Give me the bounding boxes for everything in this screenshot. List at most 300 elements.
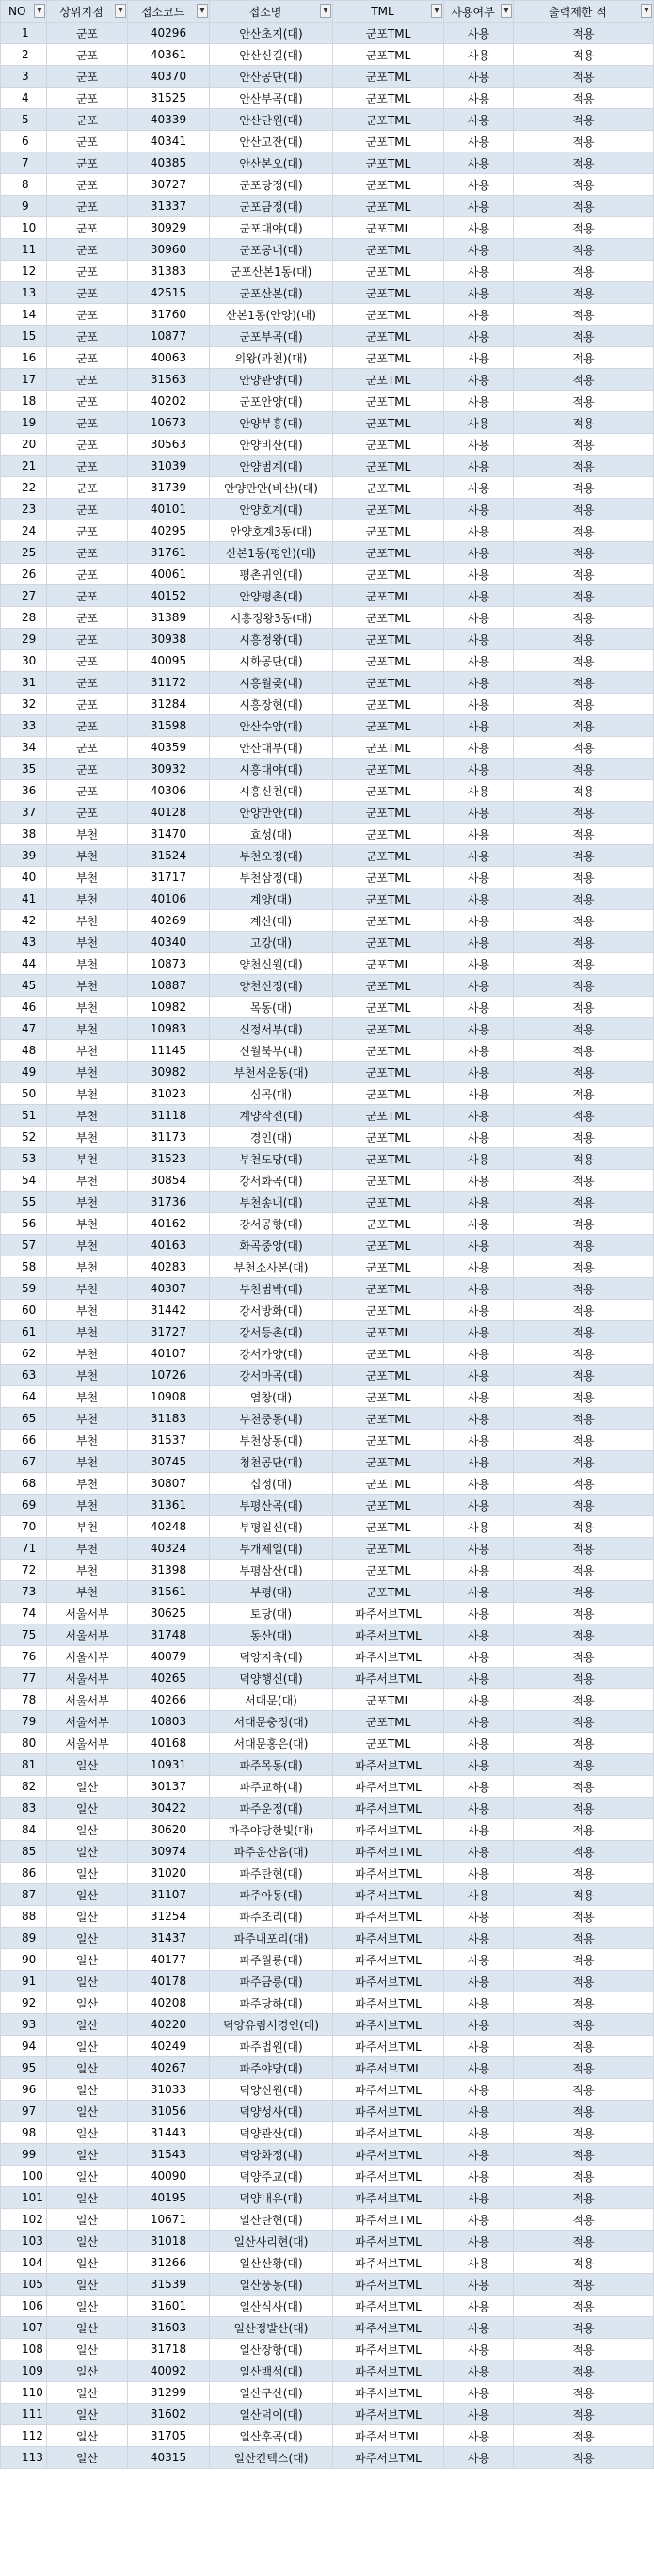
cell-limit[interactable]: 적용 [514,932,654,953]
cell-no[interactable]: 56 [1,1213,47,1235]
cell-limit[interactable]: 적용 [514,152,654,174]
cell-code[interactable]: 31361 [128,1495,210,1516]
cell-limit[interactable]: 적용 [514,434,654,456]
cell-code[interactable]: 40295 [128,520,210,542]
table-row[interactable] [1,1949,654,1971]
cell-name[interactable]: 일산정발산(대) [210,2317,333,2339]
cell-use[interactable]: 사용 [444,1538,514,1560]
cell-tml[interactable]: 군포TML [333,715,444,737]
cell-code[interactable]: 31563 [128,369,210,391]
cell-no[interactable]: 41 [1,888,47,910]
cell-name[interactable]: 안양호계(대) [210,499,333,520]
cell-name[interactable]: 일산백석(대) [210,2360,333,2382]
cell-limit[interactable]: 적용 [514,564,654,585]
cell-limit[interactable]: 적용 [514,1343,654,1365]
cell-name[interactable]: 부천서운동(대) [210,1062,333,1083]
cell-name[interactable]: 신월북부(대) [210,1040,333,1062]
cell-branch[interactable]: 일산 [47,2339,128,2360]
cell-tml[interactable]: 파주서브TML [333,2057,444,2079]
cell-limit[interactable]: 적용 [514,1668,654,1689]
cell-use[interactable]: 사용 [444,88,514,109]
cell-no[interactable]: 49 [1,1062,47,1083]
cell-branch[interactable]: 군포 [47,759,128,780]
cell-no[interactable]: 33 [1,715,47,737]
table-row[interactable] [1,2144,654,2166]
cell-code[interactable]: 10982 [128,997,210,1018]
cell-limit[interactable]: 적용 [514,2101,654,2122]
cell-use[interactable]: 사용 [444,932,514,953]
cell-use[interactable]: 사용 [444,1819,514,1841]
cell-use[interactable]: 사용 [444,2425,514,2447]
cell-branch[interactable]: 일산 [47,1884,128,1906]
table-row[interactable] [1,1624,654,1646]
table-row[interactable] [1,369,654,391]
table-row[interactable] [1,477,654,499]
cell-branch[interactable]: 군포 [47,434,128,456]
cell-name[interactable]: 서대문충정(대) [210,1711,333,1733]
cell-use[interactable]: 사용 [444,694,514,715]
cell-no[interactable]: 89 [1,1928,47,1949]
cell-name[interactable]: 강서가양(대) [210,1343,333,1365]
cell-tml[interactable]: 파주서브TML [333,1841,444,1863]
cell-code[interactable]: 40195 [128,2187,210,2209]
table-row[interactable] [1,650,654,672]
cell-name[interactable]: 안산수암(대) [210,715,333,737]
cell-branch[interactable]: 일산 [47,1949,128,1971]
cell-use[interactable]: 사용 [444,2360,514,2382]
cell-no[interactable]: 71 [1,1538,47,1560]
cell-tml[interactable]: 군포TML [333,1451,444,1473]
cell-tml[interactable]: 군포TML [333,326,444,347]
table-row[interactable] [1,1430,654,1451]
cell-name[interactable]: 군포공내(대) [210,239,333,261]
cell-tml[interactable]: 파주서브TML [333,1624,444,1646]
cell-tml[interactable]: 군포TML [333,650,444,672]
column-header-code[interactable]: 접소코드 ▼ [128,1,210,23]
cell-code[interactable]: 30745 [128,1451,210,1473]
cell-limit[interactable]: 적용 [514,2079,654,2101]
cell-code[interactable]: 31284 [128,694,210,715]
table-row[interactable] [1,759,654,780]
cell-tml[interactable]: 군포TML [333,1127,444,1148]
cell-code[interactable]: 40208 [128,1992,210,2014]
cell-tml[interactable]: 군포TML [333,867,444,888]
cell-tml[interactable]: 군포TML [333,347,444,369]
cell-limit[interactable]: 적용 [514,1386,654,1408]
cell-no[interactable]: 19 [1,412,47,434]
cell-tml[interactable]: 군포TML [333,174,444,196]
cell-use[interactable]: 사용 [444,304,514,326]
cell-name[interactable]: 일산킨텍스(대) [210,2447,333,2469]
cell-tml[interactable]: 파주서브TML [333,2122,444,2144]
cell-tml[interactable]: 파주서브TML [333,1906,444,1928]
column-header-use[interactable]: 사용여부 ▼ [444,1,514,23]
cell-code[interactable]: 31561 [128,1581,210,1603]
table-row[interactable] [1,174,654,196]
cell-code[interactable]: 40341 [128,131,210,152]
cell-use[interactable]: 사용 [444,1689,514,1711]
cell-branch[interactable]: 일산 [47,2079,128,2101]
cell-use[interactable]: 사용 [444,715,514,737]
cell-branch[interactable]: 일산 [47,2425,128,2447]
cell-tml[interactable]: 군포TML [333,88,444,109]
cell-tml[interactable]: 군포TML [333,217,444,239]
cell-tml[interactable]: 군포TML [333,1105,444,1127]
cell-branch[interactable]: 군포 [47,131,128,152]
cell-name[interactable]: 부천오정(대) [210,845,333,867]
cell-name[interactable]: 안양부흥(대) [210,412,333,434]
cell-branch[interactable]: 일산 [47,1971,128,1992]
table-row[interactable] [1,1668,654,1689]
table-row[interactable] [1,1213,654,1235]
cell-use[interactable]: 사용 [444,2187,514,2209]
table-row[interactable] [1,1689,654,1711]
cell-tml[interactable]: 군포TML [333,1516,444,1538]
cell-branch[interactable]: 군포 [47,629,128,650]
cell-limit[interactable]: 적용 [514,109,654,131]
cell-name[interactable]: 부천중동(대) [210,1408,333,1430]
cell-code[interactable]: 40061 [128,564,210,585]
cell-code[interactable]: 40095 [128,650,210,672]
cell-branch[interactable]: 부천 [47,953,128,975]
cell-use[interactable]: 사용 [444,499,514,520]
cell-code[interactable]: 31543 [128,2144,210,2166]
cell-use[interactable]: 사용 [444,1192,514,1213]
cell-name[interactable]: 덕양신원(대) [210,2079,333,2101]
cell-branch[interactable]: 일산 [47,1992,128,2014]
cell-name[interactable]: 고강(대) [210,932,333,953]
cell-limit[interactable]: 적용 [514,261,654,282]
cell-tml[interactable]: 군포TML [333,1018,444,1040]
cell-name[interactable]: 군포당정(대) [210,174,333,196]
cell-branch[interactable]: 일산 [47,1906,128,1928]
cell-limit[interactable]: 적용 [514,2057,654,2079]
cell-use[interactable]: 사용 [444,1884,514,1906]
cell-name[interactable]: 시흥월곶(대) [210,672,333,694]
table-row[interactable] [1,1516,654,1538]
cell-tml[interactable]: 파주서브TML [333,2317,444,2339]
cell-tml[interactable]: 파주서브TML [333,1646,444,1668]
cell-limit[interactable]: 적용 [514,1884,654,1906]
cell-tml[interactable]: 파주서브TML [333,2166,444,2187]
cell-no[interactable]: 2 [1,44,47,66]
cell-tml[interactable]: 군포TML [333,932,444,953]
cell-no[interactable]: 99 [1,2144,47,2166]
cell-use[interactable]: 사용 [444,2339,514,2360]
cell-no[interactable]: 7 [1,152,47,174]
cell-code[interactable]: 40269 [128,910,210,932]
cell-tml[interactable]: 파주서브TML [333,1668,444,1689]
cell-no[interactable]: 51 [1,1105,47,1127]
cell-use[interactable]: 사용 [444,2166,514,2187]
cell-tml[interactable]: 군포TML [333,1083,444,1105]
cell-tml[interactable]: 파주서브TML [333,2144,444,2166]
cell-limit[interactable]: 적용 [514,888,654,910]
cell-use[interactable]: 사용 [444,347,514,369]
cell-use[interactable]: 사용 [444,2274,514,2296]
cell-code[interactable]: 30974 [128,1841,210,1863]
cell-name[interactable]: 안산신길(대) [210,44,333,66]
cell-name[interactable]: 의왕(과천)(대) [210,347,333,369]
cell-tml[interactable]: 군포TML [333,737,444,759]
cell-name[interactable]: 부천상동(대) [210,1430,333,1451]
cell-no[interactable]: 57 [1,1235,47,1256]
cell-name[interactable]: 계양작전(대) [210,1105,333,1127]
cell-tml[interactable]: 군포TML [333,1560,444,1581]
cell-use[interactable]: 사용 [444,997,514,1018]
cell-limit[interactable]: 적용 [514,217,654,239]
table-row[interactable] [1,888,654,910]
table-row[interactable] [1,2404,654,2425]
cell-code[interactable]: 40063 [128,347,210,369]
cell-name[interactable]: 군포안양(대) [210,391,333,412]
cell-name[interactable]: 시흥대야(대) [210,759,333,780]
table-row[interactable] [1,1343,654,1365]
table-row[interactable] [1,780,654,802]
cell-use[interactable]: 사용 [444,1516,514,1538]
cell-branch[interactable]: 일산 [47,1928,128,1949]
cell-name[interactable]: 안산대부(대) [210,737,333,759]
cell-limit[interactable]: 적용 [514,1430,654,1451]
cell-code[interactable]: 11145 [128,1040,210,1062]
cell-use[interactable]: 사용 [444,824,514,845]
cell-tml[interactable]: 파주서브TML [333,2296,444,2317]
cell-name[interactable]: 안산단원(대) [210,109,333,131]
cell-use[interactable]: 사용 [444,1733,514,1754]
table-row[interactable] [1,845,654,867]
cell-no[interactable]: 97 [1,2101,47,2122]
cell-branch[interactable]: 군포 [47,347,128,369]
cell-name[interactable]: 토당(대) [210,1603,333,1624]
cell-use[interactable]: 사용 [444,1560,514,1581]
cell-code[interactable]: 31443 [128,2122,210,2144]
cell-code[interactable]: 31760 [128,304,210,326]
cell-code[interactable]: 31039 [128,456,210,477]
table-row[interactable] [1,2382,654,2404]
cell-limit[interactable]: 적용 [514,1148,654,1170]
cell-branch[interactable]: 부천 [47,1040,128,1062]
cell-limit[interactable]: 적용 [514,1798,654,1819]
dropdown-arrow-icon[interactable]: ▼ [320,4,331,18]
cell-tml[interactable]: 파주서브TML [333,2447,444,2469]
cell-code[interactable]: 31437 [128,1928,210,1949]
cell-branch[interactable]: 군포 [47,152,128,174]
cell-tml[interactable]: 군포TML [333,304,444,326]
cell-tml[interactable]: 군포TML [333,282,444,304]
column-header-name[interactable]: 접소명 ▼ [210,1,333,23]
cell-name[interactable]: 부천송내(대) [210,1192,333,1213]
cell-tml[interactable]: 군포TML [333,564,444,585]
cell-code[interactable]: 10673 [128,412,210,434]
cell-limit[interactable]: 적용 [514,997,654,1018]
cell-tml[interactable]: 파주서브TML [333,2404,444,2425]
cell-limit[interactable]: 적용 [514,2404,654,2425]
cell-tml[interactable]: 군포TML [333,369,444,391]
cell-name[interactable]: 십정(대) [210,1473,333,1495]
cell-code[interactable]: 31389 [128,607,210,629]
table-row[interactable] [1,824,654,845]
cell-code[interactable]: 40090 [128,2166,210,2187]
cell-tml[interactable]: 파주서브TML [333,2382,444,2404]
cell-branch[interactable]: 부천 [47,1386,128,1408]
cell-use[interactable]: 사용 [444,1863,514,1884]
cell-no[interactable]: 60 [1,1300,47,1321]
cell-branch[interactable]: 부천 [47,824,128,845]
cell-name[interactable]: 파주금릉(대) [210,1971,333,1992]
dropdown-arrow-icon[interactable]: ▼ [431,4,442,18]
cell-code[interactable]: 40267 [128,2057,210,2079]
cell-tml[interactable]: 군포TML [333,66,444,88]
table-row[interactable] [1,2209,654,2231]
cell-no[interactable]: 86 [1,1863,47,1884]
cell-use[interactable]: 사용 [444,1127,514,1148]
cell-name[interactable]: 부개제일(대) [210,1538,333,1560]
table-row[interactable] [1,1560,654,1581]
cell-no[interactable]: 63 [1,1365,47,1386]
cell-code[interactable]: 10726 [128,1365,210,1386]
cell-name[interactable]: 파주운산음(대) [210,1841,333,1863]
table-row[interactable] [1,715,654,737]
table-row[interactable] [1,1473,654,1495]
cell-name[interactable]: 강서등촌(대) [210,1321,333,1343]
table-row[interactable] [1,867,654,888]
cell-no[interactable]: 47 [1,1018,47,1040]
column-header-no[interactable]: NO ▼ [1,1,47,23]
cell-tml[interactable]: 파주서브TML [333,1776,444,1798]
table-row[interactable] [1,1192,654,1213]
cell-limit[interactable]: 적용 [514,1451,654,1473]
cell-branch[interactable]: 군포 [47,499,128,520]
cell-no[interactable]: 75 [1,1624,47,1646]
cell-use[interactable]: 사용 [444,650,514,672]
cell-branch[interactable]: 일산 [47,2187,128,2209]
cell-tml[interactable]: 파주서브TML [333,2014,444,2036]
cell-limit[interactable]: 적용 [514,456,654,477]
cell-code[interactable]: 40163 [128,1235,210,1256]
cell-no[interactable]: 35 [1,759,47,780]
cell-limit[interactable]: 적용 [514,66,654,88]
cell-branch[interactable]: 군포 [47,737,128,759]
table-row[interactable] [1,1321,654,1343]
cell-branch[interactable]: 일산 [47,2404,128,2425]
cell-branch[interactable]: 군포 [47,564,128,585]
cell-tml[interactable]: 군포TML [333,1538,444,1560]
cell-limit[interactable]: 적용 [514,44,654,66]
cell-no[interactable]: 12 [1,261,47,282]
cell-limit[interactable]: 적용 [514,88,654,109]
cell-limit[interactable]: 적용 [514,1083,654,1105]
cell-limit[interactable]: 적용 [514,196,654,217]
cell-limit[interactable]: 적용 [514,715,654,737]
table-row[interactable] [1,1148,654,1170]
cell-code[interactable]: 31470 [128,824,210,845]
cell-use[interactable]: 사용 [444,282,514,304]
cell-no[interactable]: 6 [1,131,47,152]
cell-no[interactable]: 9 [1,196,47,217]
cell-code[interactable]: 10873 [128,953,210,975]
cell-use[interactable]: 사용 [444,2252,514,2274]
cell-no[interactable]: 37 [1,802,47,824]
cell-no[interactable]: 101 [1,2187,47,2209]
cell-tml[interactable]: 군포TML [333,802,444,824]
cell-limit[interactable]: 적용 [514,1689,654,1711]
cell-name[interactable]: 일산산황(대) [210,2252,333,2274]
cell-no[interactable]: 18 [1,391,47,412]
cell-use[interactable]: 사용 [444,391,514,412]
cell-use[interactable]: 사용 [444,1256,514,1278]
table-row[interactable] [1,932,654,953]
cell-use[interactable]: 사용 [444,585,514,607]
cell-use[interactable]: 사용 [444,2317,514,2339]
cell-branch[interactable]: 군포 [47,44,128,66]
cell-code[interactable]: 40265 [128,1668,210,1689]
cell-limit[interactable]: 적용 [514,672,654,694]
table-row[interactable] [1,1863,654,1884]
cell-code[interactable]: 40306 [128,780,210,802]
cell-limit[interactable]: 적용 [514,2360,654,2382]
table-row[interactable] [1,975,654,997]
cell-limit[interactable]: 적용 [514,1235,654,1256]
cell-tml[interactable]: 군포TML [333,44,444,66]
cell-tml[interactable]: 파주서브TML [333,2187,444,2209]
cell-tml[interactable]: 군포TML [333,1495,444,1516]
cell-tml[interactable]: 군포TML [333,824,444,845]
cell-branch[interactable]: 군포 [47,369,128,391]
cell-tml[interactable]: 군포TML [333,1321,444,1343]
cell-use[interactable]: 사용 [444,2231,514,2252]
cell-branch[interactable]: 군포 [47,694,128,715]
cell-name[interactable]: 파주야당(대) [210,2057,333,2079]
cell-branch[interactable]: 군포 [47,174,128,196]
cell-tml[interactable]: 군포TML [333,434,444,456]
cell-tml[interactable]: 군포TML [333,759,444,780]
cell-no[interactable]: 84 [1,1819,47,1841]
cell-no[interactable]: 62 [1,1343,47,1365]
cell-code[interactable]: 40249 [128,2036,210,2057]
table-row[interactable] [1,1235,654,1256]
cell-limit[interactable]: 적용 [514,1516,654,1538]
cell-code[interactable]: 40101 [128,499,210,520]
cell-tml[interactable]: 파주서브TML [333,2425,444,2447]
table-row[interactable] [1,2274,654,2296]
cell-limit[interactable]: 적용 [514,1018,654,1040]
cell-limit[interactable]: 적용 [514,1646,654,1668]
cell-branch[interactable]: 군포 [47,88,128,109]
cell-branch[interactable]: 일산 [47,1863,128,1884]
cell-no[interactable]: 104 [1,2252,47,2274]
cell-limit[interactable]: 적용 [514,520,654,542]
cell-name[interactable]: 안산고잔(대) [210,131,333,152]
table-row[interactable] [1,326,654,347]
cell-no[interactable]: 95 [1,2057,47,2079]
cell-tml[interactable]: 군포TML [333,672,444,694]
cell-branch[interactable]: 일산 [47,2209,128,2231]
cell-code[interactable]: 40107 [128,1343,210,1365]
cell-tml[interactable]: 파주서브TML [333,2274,444,2296]
cell-code[interactable]: 31761 [128,542,210,564]
cell-code[interactable]: 40178 [128,1971,210,1992]
cell-no[interactable]: 39 [1,845,47,867]
cell-tml[interactable]: 군포TML [333,499,444,520]
cell-code[interactable]: 31337 [128,196,210,217]
cell-limit[interactable]: 적용 [514,2014,654,2036]
cell-code[interactable]: 10671 [128,2209,210,2231]
cell-no[interactable]: 48 [1,1040,47,1062]
table-row[interactable] [1,1798,654,1819]
cell-use[interactable]: 사용 [444,174,514,196]
cell-limit[interactable]: 적용 [514,1408,654,1430]
table-row[interactable] [1,1040,654,1062]
